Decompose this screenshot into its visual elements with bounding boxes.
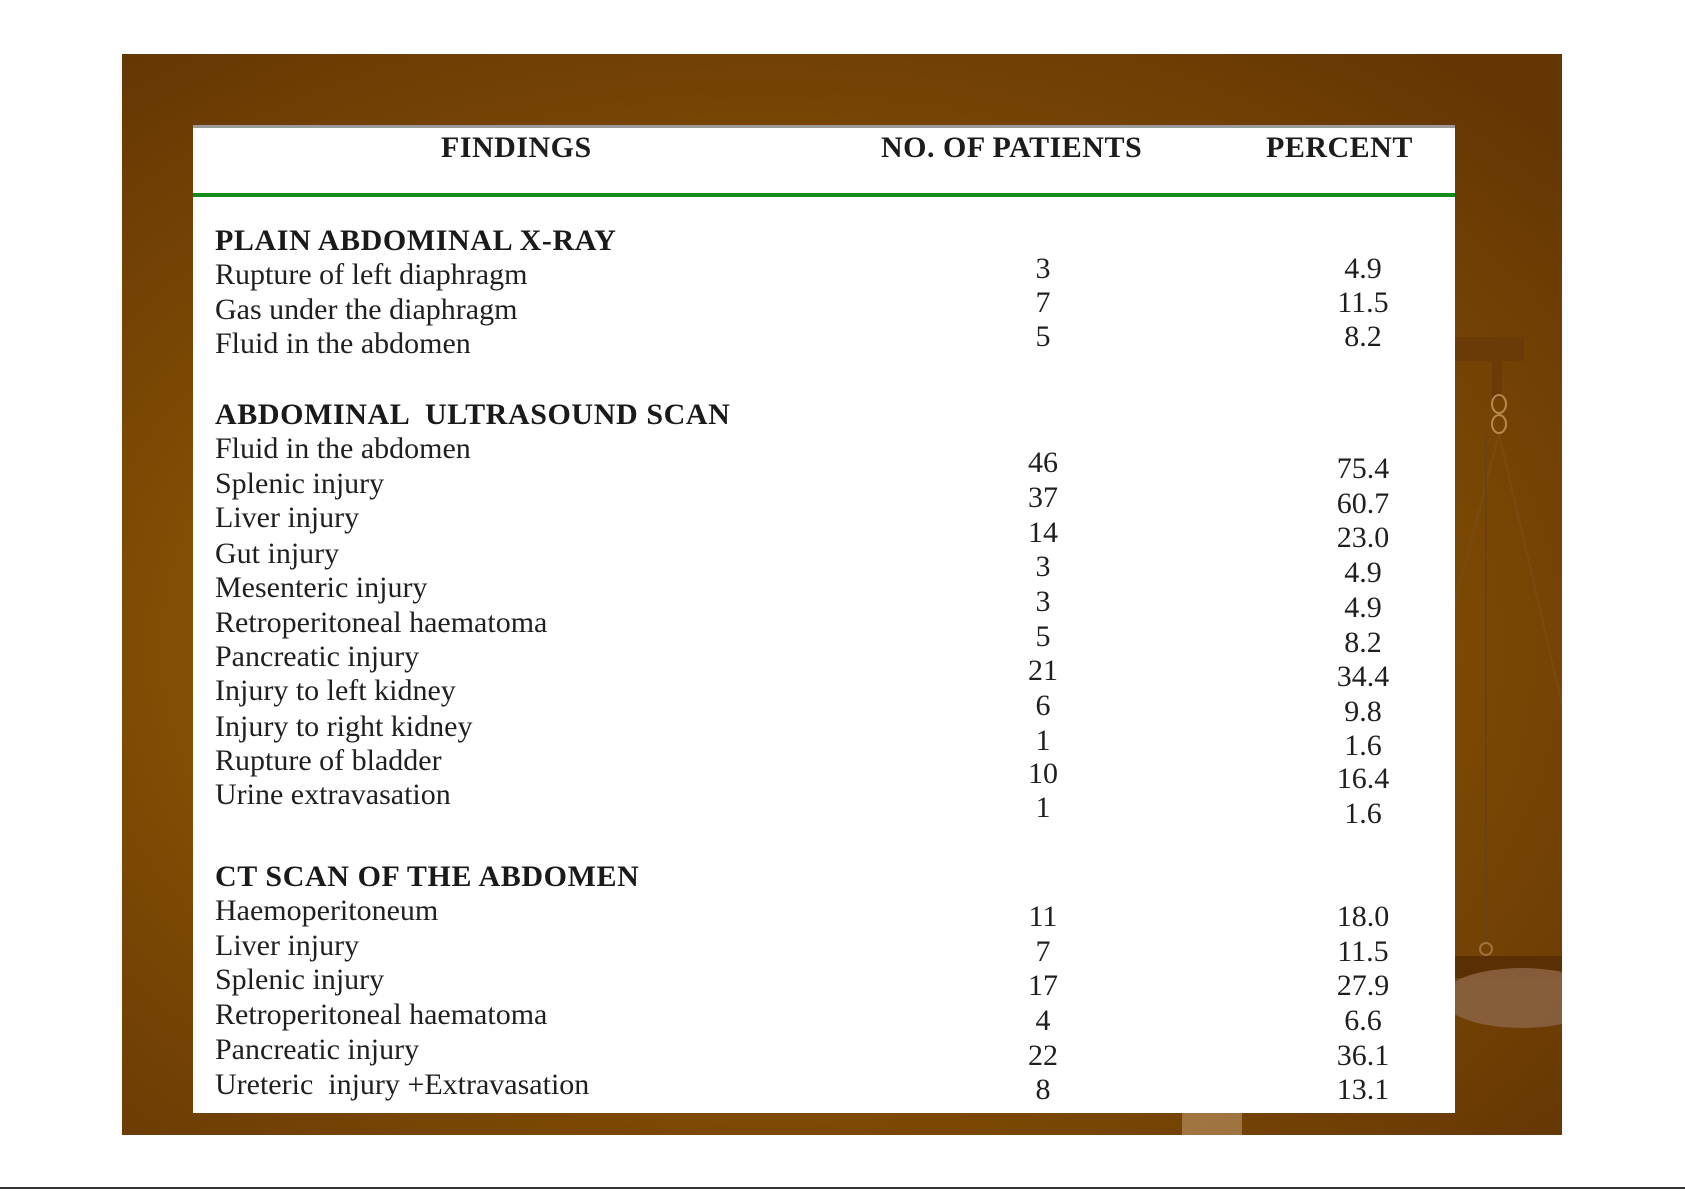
slide-background	[122, 54, 1562, 1135]
row-percent: 8.2	[1344, 320, 1382, 353]
row-patients: 1	[1035, 791, 1051, 824]
row-patients: 10	[1028, 757, 1058, 790]
row-percent: 1.6	[1344, 797, 1382, 830]
row-percent: 11.5	[1337, 935, 1389, 968]
row-finding: Fluid in the abdomen	[215, 432, 471, 465]
page-bottom-rule	[0, 1187, 1685, 1189]
row-finding: Retroperitoneal haematoma	[215, 998, 548, 1031]
row-patients: 5	[1035, 620, 1051, 653]
row-patients: 3	[1035, 550, 1051, 583]
row-patients: 11	[1028, 900, 1058, 933]
row-percent: 6.6	[1344, 1004, 1382, 1037]
row-patients: 3	[1035, 585, 1051, 618]
row-finding: Injury to left kidney	[215, 674, 456, 707]
row-finding: Splenic injury	[215, 963, 385, 996]
row-patients: 17	[1028, 969, 1058, 1002]
row-percent: 36.1	[1336, 1039, 1390, 1072]
row-percent: 9.8	[1344, 695, 1382, 728]
row-percent: 4.9	[1344, 591, 1382, 624]
row-finding: Retroperitoneal haematoma	[215, 606, 548, 639]
row-finding: Haemoperitoneum	[215, 894, 439, 927]
row-percent: 60.7	[1336, 487, 1390, 520]
row-finding: Pancreatic injury	[215, 1033, 420, 1066]
row-finding: Rupture of left diaphragm	[215, 258, 528, 291]
row-patients: 7	[1035, 286, 1051, 319]
row-finding: Splenic injury	[215, 467, 385, 500]
row-finding: Ureteric injury +Extravasation	[215, 1068, 590, 1101]
row-patients: 8	[1035, 1073, 1051, 1106]
header-percent: PERCENT	[1266, 131, 1413, 164]
row-percent: 4.9	[1344, 252, 1382, 285]
row-percent: 18.0	[1336, 900, 1390, 933]
row-percent: 11.5	[1337, 286, 1389, 319]
header-divider	[193, 193, 1455, 197]
row-patients: 6	[1035, 689, 1051, 722]
row-percent: 1.6	[1344, 729, 1382, 762]
row-patients: 46	[1028, 446, 1058, 479]
row-percent: 27.9	[1336, 969, 1390, 1002]
row-percent: 13.1	[1336, 1073, 1390, 1106]
row-percent: 16.4	[1336, 762, 1390, 795]
row-patients: 14	[1028, 516, 1058, 549]
row-percent: 4.9	[1344, 556, 1382, 589]
row-finding: Injury to right kidney	[215, 710, 473, 743]
row-patients: 21	[1028, 654, 1058, 687]
header-findings: FINDINGS	[441, 131, 592, 164]
row-finding: Mesenteric injury	[215, 571, 428, 604]
row-patients: 1	[1035, 724, 1051, 757]
row-percent: 34.4	[1336, 660, 1390, 693]
row-finding: Rupture of bladder	[215, 744, 442, 777]
row-finding: Gas under the diaphragm	[215, 293, 518, 326]
row-patients: 7	[1035, 935, 1051, 968]
row-finding: Liver injury	[215, 929, 360, 962]
row-patients: 4	[1035, 1004, 1051, 1037]
row-percent: 8.2	[1344, 626, 1382, 659]
row-patients: 5	[1035, 320, 1051, 353]
row-patients: 3	[1035, 252, 1051, 285]
row-patients: 22	[1028, 1039, 1058, 1072]
top-rule	[193, 125, 1455, 128]
row-finding: Liver injury	[215, 501, 360, 534]
section-title-xray: PLAIN ABDOMINAL X-RAY	[215, 224, 617, 257]
row-finding: Pancreatic injury	[215, 640, 420, 673]
row-finding: Fluid in the abdomen	[215, 327, 471, 360]
row-percent: 75.4	[1336, 452, 1390, 485]
section-title-ct: CT SCAN OF THE ABDOMEN	[215, 860, 640, 893]
row-finding: Urine extravasation	[215, 778, 451, 811]
findings-table	[193, 125, 1455, 1113]
row-patients: 37	[1028, 481, 1058, 514]
row-percent: 23.0	[1336, 521, 1390, 554]
section-title-ultrasound: ABDOMINAL ULTRASOUND SCAN	[215, 398, 731, 431]
header-patients: NO. OF PATIENTS	[881, 131, 1143, 164]
row-finding: Gut injury	[215, 537, 340, 570]
